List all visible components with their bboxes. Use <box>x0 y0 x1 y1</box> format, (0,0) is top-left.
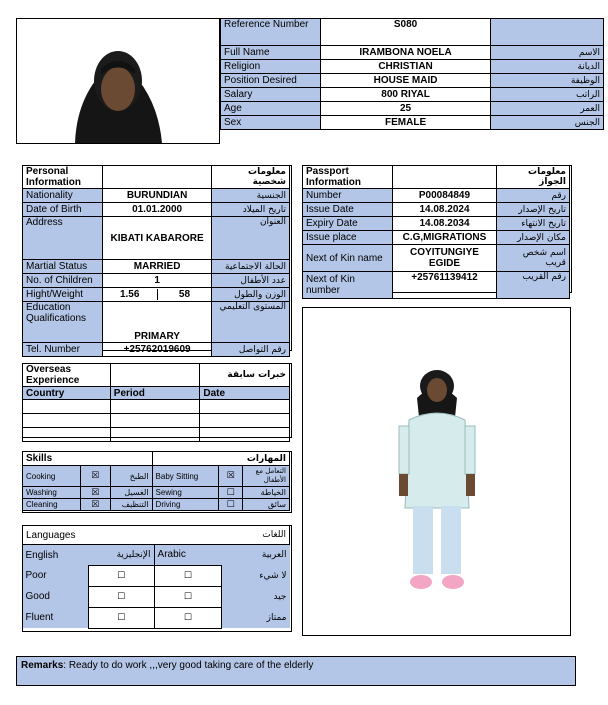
header-row-reference <box>221 19 604 46</box>
languages-title: Languages <box>23 526 155 545</box>
issue-place-label: Issue place <box>303 231 393 245</box>
kin-number-ar: رقم القريب <box>497 272 570 299</box>
dob-ar: تاريخ الميلاد <box>212 203 290 217</box>
passport-title-ar: معلومات الجواز <box>497 166 570 189</box>
skills-section <box>22 451 292 513</box>
marital-ar: الحالة الاجتماعية <box>212 260 290 274</box>
overseas-title-ar: خبرات سابقة <box>200 364 290 387</box>
salary-value: 800 RIYAL <box>320 88 491 102</box>
skill-baby-sitting-ar: التعامل مع الأطفال <box>243 466 290 487</box>
hw-ar: الوزن والطول <box>212 288 290 302</box>
skill-driving: Driving <box>152 499 219 511</box>
header-info-table <box>220 18 604 130</box>
checkbox[interactable]: ☒ <box>219 466 243 487</box>
issue-date-label: Issue Date <box>303 203 393 217</box>
skill-row <box>23 499 290 511</box>
checkbox[interactable]: ☐ <box>219 487 243 499</box>
skill-row <box>23 487 290 499</box>
checkbox[interactable]: ☐ <box>154 586 222 607</box>
reference-ar <box>491 19 604 46</box>
col-country: Country <box>23 387 111 400</box>
reference-label: Reference Number <box>221 19 321 46</box>
nationality-ar: الجنسية <box>212 189 290 203</box>
position-value: HOUSE MAID <box>320 74 491 88</box>
children-label: No. of Children <box>23 274 103 288</box>
skill-cleaning: Cleaning <box>23 499 81 511</box>
passport-number-ar: رقم <box>497 189 570 203</box>
skill-cleaning-ar: التنظيف <box>110 499 152 511</box>
height-value: 1.56 <box>103 289 157 300</box>
sex-ar: الجنس <box>491 116 604 130</box>
address-value: KIBATI KABARORE <box>102 217 212 260</box>
hw-values <box>102 288 212 302</box>
expiry-date-ar: تاريخ الانتهاء <box>497 217 570 231</box>
fullname-ar: الاسم <box>491 46 604 60</box>
lang-english-ar: الإنجليزية <box>88 545 154 566</box>
children-value: 1 <box>102 274 212 288</box>
checkbox[interactable]: ☒ <box>80 499 110 511</box>
languages-title-ar: اللغات <box>154 526 289 545</box>
tel-value: +25762019609 <box>102 343 212 357</box>
skill-washing-ar: الغسيل <box>110 487 152 499</box>
religion-ar: الديانة <box>491 60 604 74</box>
dob-value: 01.01.2000 <box>102 203 212 217</box>
checkbox[interactable]: ☐ <box>88 586 154 607</box>
checkbox[interactable]: ☐ <box>154 565 222 586</box>
skill-cooking: Cooking <box>23 466 81 487</box>
level-fluent-ar: ممتاز <box>222 607 290 628</box>
passport-number-value: P00084849 <box>392 189 497 203</box>
checkbox[interactable]: ☒ <box>80 487 110 499</box>
skill-baby-sitting: Baby Sitting <box>152 466 219 487</box>
checkbox[interactable]: ☐ <box>154 607 222 628</box>
overseas-row <box>23 428 290 442</box>
children-ar: عدد الأطفال <box>212 274 290 288</box>
dob-label: Date of Birth <box>23 203 103 217</box>
issue-place-ar: مكان الإصدار <box>497 231 570 245</box>
checkbox[interactable]: ☐ <box>88 565 154 586</box>
lang-arabic: Arabic <box>157 549 186 561</box>
overseas-title: Overseas Experience <box>23 364 111 387</box>
passport-info-section <box>302 165 572 296</box>
personal-title: Personal Information <box>23 166 103 189</box>
marital-value: MARRIED <box>102 260 212 274</box>
expiry-date-label: Expiry Date <box>303 217 393 231</box>
level-good: Good <box>23 586 89 607</box>
skills-title: Skills <box>23 452 153 466</box>
issue-date-ar: تاريخ الإصدار <box>497 203 570 217</box>
personal-info-section <box>22 165 292 355</box>
skill-row <box>23 466 290 487</box>
skill-cooking-ar: الطبخ <box>110 466 152 487</box>
kin-name-ar: اسم شخص قريب <box>497 245 570 272</box>
overseas-row <box>23 400 290 414</box>
remarks-box <box>16 656 576 686</box>
col-date: Date <box>200 387 290 400</box>
skill-sewing: Sewing <box>152 487 219 499</box>
education-ar: المستوى التعليمي <box>212 302 290 343</box>
overseas-section <box>22 363 292 438</box>
age-ar: العمر <box>491 102 604 116</box>
religion-label: Religion <box>221 60 321 74</box>
remarks-text: : Ready to do work ,,,very good taking care of the elderly <box>63 660 314 671</box>
weight-value: 58 <box>178 289 191 300</box>
sex-value: FEMALE <box>320 116 491 130</box>
passport-number-label: Number <box>303 189 393 203</box>
skill-driving-ar: سائق <box>243 499 290 511</box>
skill-sewing-ar: الخياطة <box>243 487 290 499</box>
skill-washing: Washing <box>23 487 81 499</box>
level-good-ar: جيد <box>222 586 290 607</box>
marital-label: Martial Status <box>23 260 103 274</box>
kin-number-label: Next of Kin number <box>303 272 393 299</box>
salary-label: Salary <box>221 88 321 102</box>
portrait-photo <box>16 18 220 144</box>
kin-name-value: COYITUNGIYE EGIDE <box>392 245 497 272</box>
education-value: PRIMARY <box>102 302 212 343</box>
level-poor: Poor <box>23 565 89 586</box>
age-label: Age <box>221 102 321 116</box>
checkbox[interactable]: ☒ <box>80 466 110 487</box>
salary-ar: الراتب <box>491 88 604 102</box>
lang-english: English <box>25 549 59 561</box>
fullname-label: Full Name <box>221 46 321 60</box>
checkbox[interactable]: ☐ <box>219 499 243 511</box>
nationality-value: BURUNDIAN <box>102 189 212 203</box>
reference-value: S080 <box>320 19 491 46</box>
level-fluent: Fluent <box>23 607 89 628</box>
religion-value: CHRISTIAN <box>320 60 491 74</box>
full-body-illustration <box>303 308 570 635</box>
sex-label: Sex <box>221 116 321 130</box>
kin-number-value: +25761139412 <box>392 272 497 299</box>
position-ar: الوظيفة <box>491 74 604 88</box>
languages-section <box>22 525 292 632</box>
passport-title: Passport Information <box>303 166 393 189</box>
expiry-date-value: 14.08.2034 <box>392 217 497 231</box>
issue-date-value: 14.08.2024 <box>392 203 497 217</box>
position-label: Position Desired <box>221 74 321 88</box>
overseas-row <box>23 414 290 428</box>
personal-title-ar: معلومات شخصية <box>212 166 290 189</box>
level-poor-ar: لا شيء <box>222 565 290 586</box>
lang-arabic-ar: العربية <box>261 550 287 560</box>
hw-label: Hight/Weight <box>23 288 103 302</box>
address-label: Address <box>23 217 103 260</box>
age-value: 25 <box>320 102 491 116</box>
remarks-label: Remarks <box>21 660 64 671</box>
portrait-illustration <box>17 19 219 143</box>
nationality-label: Nationality <box>23 189 103 203</box>
skills-title-ar: المهارات <box>152 452 289 466</box>
full-body-photo <box>302 307 571 636</box>
education-label: Education Qualifications <box>23 302 103 343</box>
tel-ar: رقم التواصل <box>212 343 290 357</box>
checkbox[interactable]: ☐ <box>88 607 154 628</box>
kin-name-label: Next of Kin name <box>303 245 393 272</box>
issue-place-value: C.G,MIGRATIONS <box>392 231 497 245</box>
fullname-value: IRAMBONA NOELA <box>320 46 491 60</box>
address-ar: العنوان <box>212 217 290 260</box>
tel-label: Tel. Number <box>23 343 103 357</box>
col-period: Period <box>110 387 200 400</box>
